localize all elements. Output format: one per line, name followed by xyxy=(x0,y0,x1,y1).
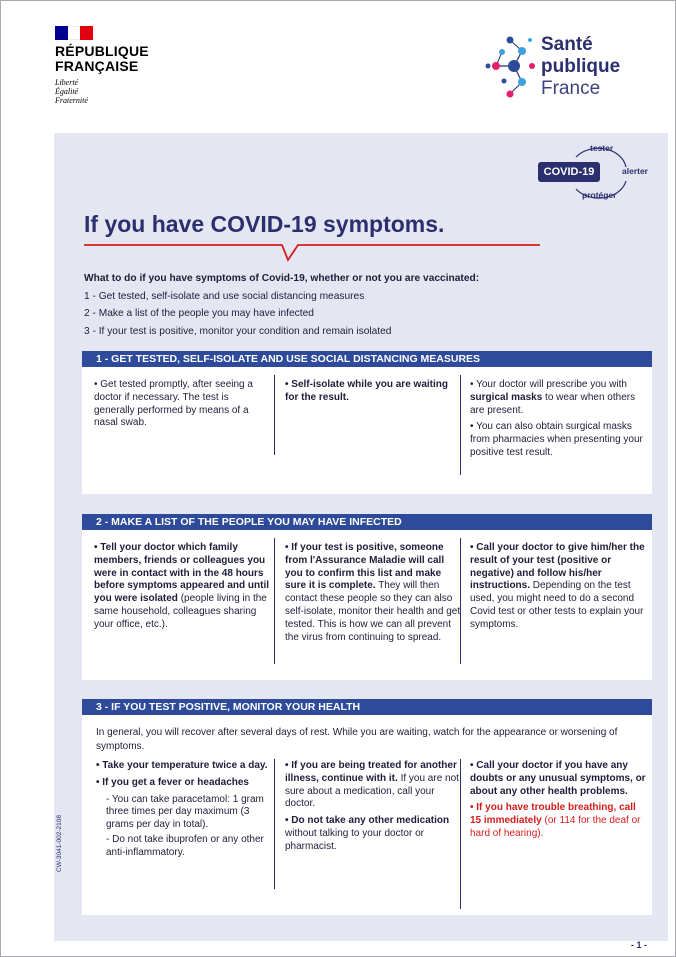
section-3-col-1-p1: • Take your temperature twice a day. xyxy=(96,760,268,771)
section-3-col-3-p2-normal: (or 114 for the deaf or hard of hearing). xyxy=(470,815,641,839)
badge-word-tester: tester xyxy=(590,143,614,153)
section-1-col-3-p1 xyxy=(470,379,646,417)
intro-item-2: 2 - Make a list of the people you may have infected xyxy=(84,308,314,319)
divider xyxy=(274,759,275,889)
section-3-col-3-p1: • Call your doctor if you have any doubts or any unusual symptoms, or about any other health problems. xyxy=(470,760,646,797)
intro xyxy=(84,270,644,340)
section-1-col-2-text: • Self-isolate while you are waiting for the result. xyxy=(285,379,448,403)
rf-title-line2: FRANÇAISE xyxy=(55,58,139,74)
molecule-icon xyxy=(484,26,540,104)
divider xyxy=(460,759,461,909)
section-1-col-3-p1-b: surgical masks xyxy=(470,391,543,403)
document-code: CW-3041-002-2108 xyxy=(56,815,63,872)
covid-badge-label: COVID-19 xyxy=(538,162,600,182)
sante-publique-france-logo xyxy=(484,26,644,104)
spf-line2: publique xyxy=(541,56,621,77)
section-3-col-3 xyxy=(470,760,646,845)
divider xyxy=(274,538,275,664)
french-flag-icon xyxy=(55,26,93,40)
divider xyxy=(460,538,461,664)
section-1-col-3-p2: • You can also obtain surgical masks from pharmacies when presenting your positive test result. xyxy=(470,421,643,458)
rf-motto-egalite: Égalité xyxy=(55,87,79,96)
rf-motto-fraternite: Fraternité xyxy=(55,96,88,105)
spf-line1: Santé xyxy=(541,34,593,55)
spf-wordmark xyxy=(541,34,620,100)
intro-lead: What to do if you have symptoms of Covid-19, whether or not you are vaccinated: xyxy=(84,273,480,284)
section-3-col-2 xyxy=(285,760,461,858)
section-1-heading: 1 - GET TESTED, SELF-ISOLATE AND USE SOCIAL DISTANCING MEASURES xyxy=(82,351,652,367)
section-2-col-3-normal: Depending on the test used, you might need to do a second Covid test or other tests to explain your symptoms. xyxy=(470,580,644,630)
covid-badge xyxy=(536,145,656,201)
section-2-col-2-bold: • If your test is positive, someone from l'Assurance Maladie will call you to confirm this list and make sure it is complete. xyxy=(285,542,445,592)
section-3-col-3-p2-bold: • If you have trouble breathing, call 15 immediately xyxy=(470,802,636,827)
divider xyxy=(460,375,461,475)
title-speech-underline xyxy=(84,238,540,264)
spf-line3: France xyxy=(541,78,601,99)
section-2-col-2 xyxy=(285,542,461,648)
divider xyxy=(274,375,275,455)
section-2-col-1 xyxy=(94,542,272,636)
section-2-col-2-normal: They will then contact these people so they can also self-isolate, monitor their health and get tested. This is how we can all prevent the virus from continuing to spread. xyxy=(285,580,461,643)
section-1-col-3-p1-c: to wear when others are present. xyxy=(470,391,636,416)
badge-word-proteger: protéger xyxy=(582,190,617,200)
section-3-col-2-p2-bold: • Do not take any other medication xyxy=(285,815,450,827)
republique-francaise-logo xyxy=(55,26,149,105)
section-3-body xyxy=(82,715,652,915)
section-3-col-1-p4: - Do not take ibuprofen or any other anti-inflammatory. xyxy=(106,833,264,858)
section-1-col-2 xyxy=(285,379,461,409)
section-2-col-1-bold: • Tell your doctor which family members, friends or colleagues you were in contact with in the 48 hours before symptoms appeared and until you were isolated xyxy=(94,542,270,605)
section-3-col-1-p3: - You can take paracetamol: 1 gram three times per day maximum (3 grams per day in total). xyxy=(106,793,264,831)
section-2-col-1-normal: (people living in the same household, colleagues sharing your office, etc.). xyxy=(94,593,267,630)
section-1-body xyxy=(82,367,652,494)
rf-title xyxy=(55,44,149,74)
section-3-heading: 3 - IF YOU TEST POSITIVE, MONITOR YOUR HEALTH xyxy=(82,699,652,715)
section-3-col-1-p2: • If you get a fever or headaches xyxy=(96,776,249,788)
intro-item-3: 3 - If your test is positive, monitor your condition and remain isolated xyxy=(84,325,392,337)
page-title: If you have COVID-19 symptoms. xyxy=(84,211,445,237)
section-3-col-2-p2-normal: without talking to your doctor or pharmacist. xyxy=(285,827,424,852)
section-2-col-3 xyxy=(470,542,646,636)
badge-word-alerter: alerter xyxy=(622,166,648,176)
rf-motto xyxy=(55,78,149,105)
section-3-col-2-p1-bold: • If you are being treated for another illness, continue with it. xyxy=(285,760,457,784)
section-1-col-1 xyxy=(94,379,272,434)
section-3-col-1 xyxy=(96,760,274,864)
intro-item-1: 1 - Get tested, self-isolate and use social distancing measures xyxy=(84,290,365,302)
section-3-col-2-p1-normal: If you are not sure about a medication, call your doctor. xyxy=(285,772,459,810)
section-3-lead: In general, you will recover after several days of rest. While you are waiting, watch for the appearance or worsening of symptoms. xyxy=(96,727,618,752)
rf-title-line1: RÉPUBLIQUE xyxy=(55,43,149,59)
section-1-col-3-p1-a: • Your doctor will prescribe you with xyxy=(470,379,627,390)
section-1-col-1-text: • Get tested promptly, after seeing a doctor if necessary. The test is generally performed by means of a nasal swab. xyxy=(94,379,253,429)
section-2-body xyxy=(82,530,652,680)
section-2-col-3-bold: • Call your doctor to give him/her the result of your test (positive or negative) and follow his/her instructions. xyxy=(470,542,645,592)
section-1-col-3 xyxy=(470,379,646,464)
section-2-heading: 2 - MAKE A LIST OF THE PEOPLE YOU MAY HAVE INFECTED xyxy=(82,514,652,530)
page-number: - 1 - xyxy=(631,940,648,950)
rf-motto-liberte: Liberté xyxy=(55,78,79,87)
